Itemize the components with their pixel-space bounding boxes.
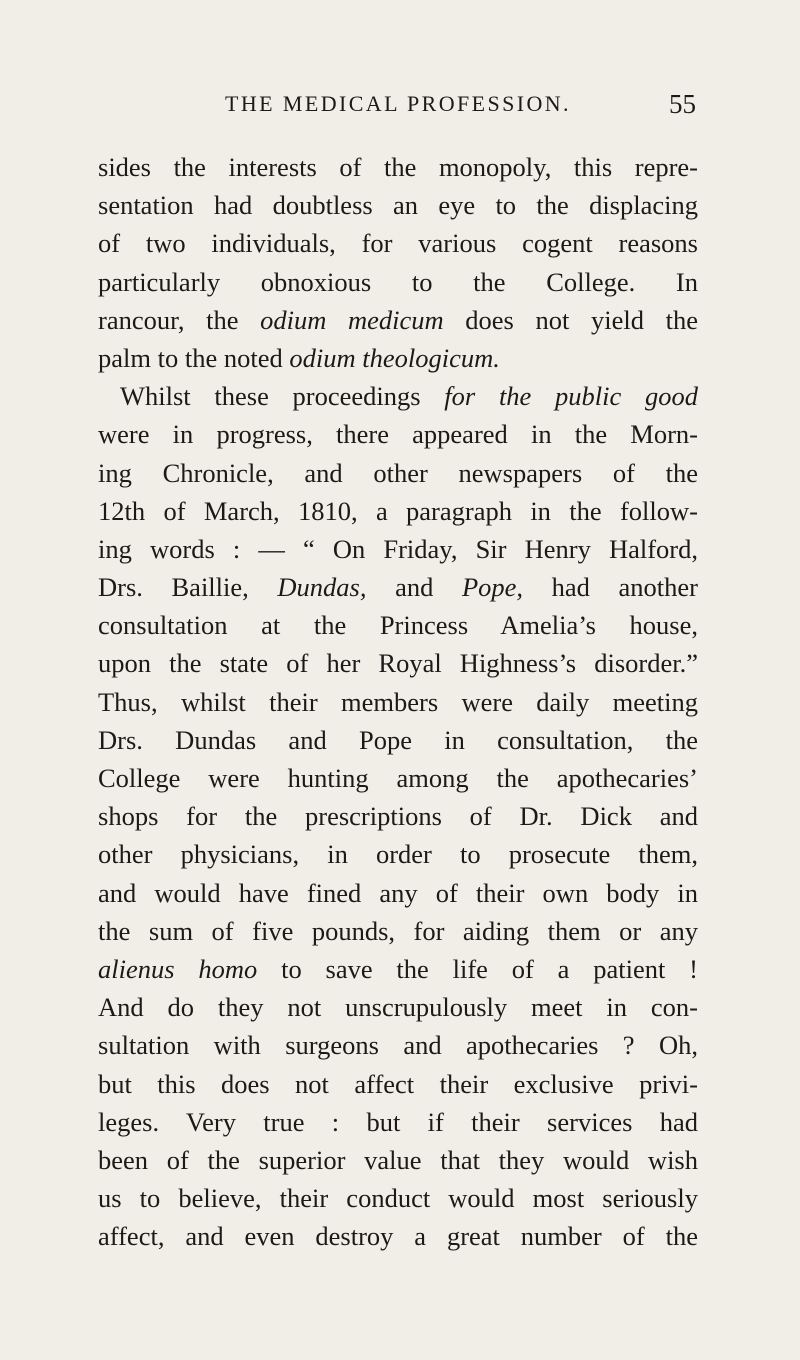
text-line: [98, 454, 698, 492]
text-run: does not yield the: [443, 304, 698, 335]
text-run: consultation at the Princess Amelia’s house,: [98, 610, 698, 641]
text-line: [98, 339, 698, 377]
text-line: [98, 263, 698, 301]
italic-text: Pope,: [461, 572, 524, 603]
text-line: [98, 874, 698, 912]
text-line: [98, 988, 698, 1026]
text-line: [98, 492, 698, 530]
text-line: [98, 912, 698, 950]
text-run: palm to the noted: [98, 342, 290, 373]
text-line: [98, 1179, 698, 1217]
text-run: ing words : — “ On Friday, Sir Henry Halford,: [98, 533, 698, 564]
text-line: [98, 606, 698, 644]
italic-text: Dundas,: [277, 572, 367, 603]
text-run: 12th of March, 1810, a paragraph in the follow-: [98, 495, 698, 526]
text-run: affect, and even destroy a great number of the: [98, 1221, 698, 1252]
text-run: other physicians, in order to prosecute them,: [98, 839, 698, 870]
text-line: [98, 415, 698, 453]
text-run: rancour, the: [98, 304, 261, 335]
text-run: and: [366, 572, 462, 603]
text-run: had another: [523, 572, 698, 603]
text-line: [98, 301, 698, 339]
text-run: to save the life of a patient !: [257, 953, 698, 984]
text-run: were in progress, there appeared in the Morn-: [98, 419, 698, 450]
text-run: College were hunting among the apothecaries’: [98, 763, 698, 793]
text-line: [98, 797, 698, 835]
text-line: [98, 1065, 698, 1103]
text-line: [98, 377, 698, 415]
text-line: [98, 1103, 698, 1141]
text-run: leges. Very true : but if their services had: [98, 1106, 698, 1137]
text-run: and would have fined any of their own body in: [98, 877, 698, 908]
text-line: [98, 835, 698, 873]
text-run: but this does not affect their exclusive privi-: [98, 1068, 698, 1099]
text-run: sultation with surgeons and apothecaries ? Oh,: [98, 1030, 698, 1061]
text-line: [98, 224, 698, 262]
text-line: [98, 683, 698, 721]
running-head: [100, 84, 696, 124]
text-line: [98, 759, 698, 797]
text-line: [98, 1026, 698, 1064]
text-run: Whilst these proceedings: [120, 381, 445, 412]
text-run: sides the interests of the monopoly, this repre-: [98, 152, 698, 182]
text-run: sentation had doubtless an eye to the displacing: [98, 190, 698, 221]
page-number: 55: [669, 89, 696, 119]
text-run: ing Chronicle, and other newspapers of the: [98, 457, 698, 488]
running-title: THE MEDICAL PROFESSION.: [225, 91, 571, 116]
text-line: [98, 644, 698, 682]
text-line: [98, 721, 698, 759]
text-line: [98, 1217, 698, 1255]
text-run: upon the state of her Royal Highness’s disorder.”: [98, 648, 698, 679]
text-line: [98, 148, 698, 186]
text-line: [98, 950, 698, 988]
text-line: [98, 186, 698, 224]
italic-text: odium theologicum.: [289, 342, 500, 373]
text-line: [98, 568, 698, 606]
text-run: of two individuals, for various cogent reasons: [98, 228, 698, 259]
text-run: shops for the prescriptions of Dr. Dick and: [98, 801, 698, 832]
text-run: And do they not unscrupulously meet in con-: [98, 992, 698, 1023]
text-run: us to believe, their conduct would most seriously: [98, 1183, 698, 1214]
text-run: particularly obnoxious to the College. In: [98, 266, 698, 297]
text-run: Thus, whilst their members were daily meeting: [98, 686, 698, 717]
text-run: Drs. Dundas and Pope in consultation, the: [98, 724, 698, 755]
text-run: the sum of five pounds, for aiding them or any: [98, 915, 698, 946]
italic-text: odium medicum: [260, 304, 444, 335]
text-run: Drs. Baillie,: [98, 572, 278, 603]
text-line: [98, 530, 698, 568]
body-text: [98, 148, 698, 1255]
text-run: been of the superior value that they would wish: [98, 1144, 698, 1175]
italic-text: alienus homo: [98, 953, 258, 984]
text-line: [98, 1141, 698, 1179]
italic-text: for the public good: [444, 381, 698, 412]
